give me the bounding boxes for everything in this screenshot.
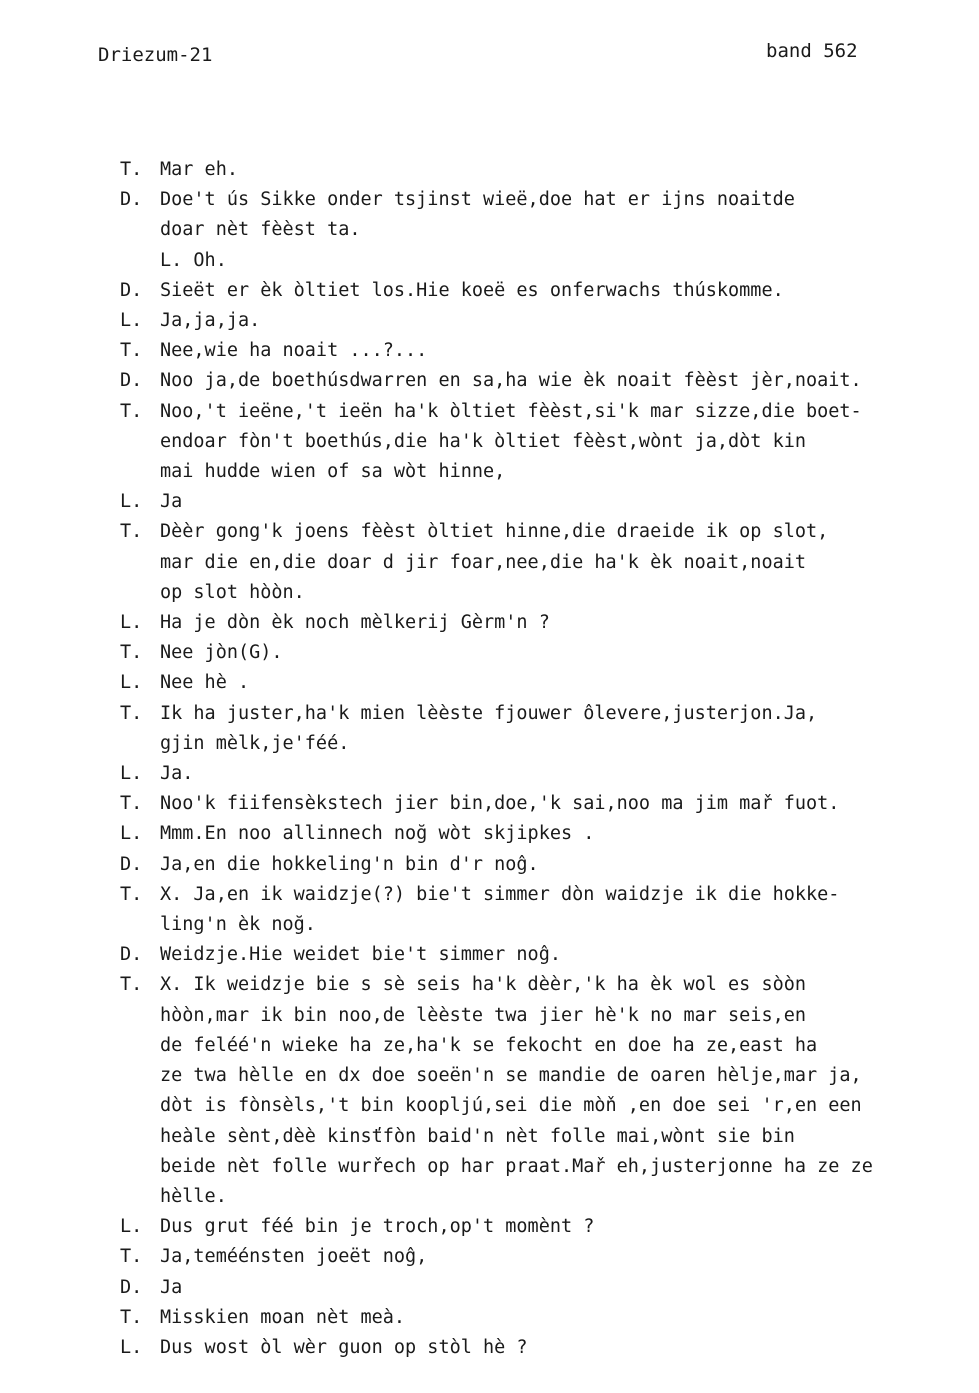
utterance-text: doar nèt fèèst ta.	[160, 219, 361, 241]
utterance-text: Nee jòn(G).	[160, 642, 283, 664]
utterance-text: Ja,ja,ja.	[160, 310, 261, 332]
transcript	[120, 155, 960, 1363]
transcript-line	[120, 699, 960, 729]
speaker-label: D.	[120, 189, 143, 211]
transcript-line	[120, 1242, 960, 1272]
utterance-text: Weidzje.Hie weidet bie't simmer noĝ.	[160, 944, 561, 966]
speaker-label: T.	[120, 974, 143, 996]
utterance-text: Dus wost òl wèr guon op stòl hè ?	[160, 1336, 528, 1358]
transcript-line	[120, 789, 960, 819]
utterance-text: Ja	[160, 1276, 183, 1298]
transcript-line	[120, 155, 960, 185]
transcript-line	[120, 880, 960, 910]
transcript-line	[120, 1303, 960, 1333]
transcript-line	[120, 1091, 960, 1121]
utterance-text: endoar fòn't boethús,die ha'k òltiet fèèst,wònt ja,dòt kin	[160, 430, 807, 452]
speaker-label: T.	[120, 793, 143, 815]
transcript-line	[120, 457, 960, 487]
utterance-text: ling'n èk noğ.	[160, 914, 316, 936]
utterance-text: heàle sènt,dèè kinsťfòn baid'n nèt folle mai,wònt sie bin	[160, 1125, 795, 1147]
speaker-label: D.	[120, 944, 143, 966]
utterance-text: hòòn,mar ik bin noo,de lèèste twa jier hè'k no mar seis,en	[160, 1004, 807, 1026]
speaker-label: T.	[120, 883, 143, 905]
transcript-line	[120, 759, 960, 789]
utterance-text: Misskien moan nèt meà.	[160, 1306, 406, 1328]
utterance-text: dòt is fònsèls,'t bin koopljú,sei die mòň ,en doe sei 'r,en een	[160, 1095, 862, 1117]
speaker-label: D.	[120, 279, 143, 301]
utterance-text: op slot hòòn.	[160, 581, 305, 603]
utterance-text: X. Ja,en ik waidzje(?) bie't simmer dòn waidzje ik die hokke-	[160, 883, 840, 905]
utterance-text: beide nèt folle wurřech op har praat.Mař eh,justerjonne ha ze ze	[160, 1155, 873, 1177]
transcript-line	[120, 517, 960, 547]
transcript-line	[120, 336, 960, 366]
transcript-line	[120, 548, 960, 578]
speaker-label: D.	[120, 1276, 143, 1298]
speaker-label: T.	[120, 642, 143, 664]
transcript-line	[120, 427, 960, 457]
speaker-label: T.	[120, 1246, 143, 1268]
transcript-line	[120, 1152, 960, 1182]
transcript-line	[120, 1333, 960, 1363]
utterance-text: Noo,'t ieëne,'t ieën ha'k òltiet fèèst,si'k mar sizze,die boet-	[160, 400, 862, 422]
utterance-text: Dèèr gong'k joens fèèst òltiet hinne,die draeide ik op slot,	[160, 521, 829, 543]
speaker-label: L.	[120, 823, 143, 845]
utterance-text: de feléé'n wieke ha ze,ha'k se fekocht en doe ha ze,east ha	[160, 1034, 818, 1056]
speaker-label: T.	[120, 521, 143, 543]
speaker-label: T.	[120, 1306, 143, 1328]
utterance-text: Noo'k fiifensèkstech jier bin,doe,'k sai,noo ma jim mař fuot.	[160, 793, 840, 815]
utterance-text: Ja,teméénsten joeët noĝ,	[160, 1246, 428, 1268]
utterance-text: Ja	[160, 491, 183, 513]
transcript-line	[120, 578, 960, 608]
utterance-text: Doe't ús Sikke onder tsjinst wieë,doe hat er ijns noaitde	[160, 189, 795, 211]
speaker-label: L.	[120, 1216, 143, 1238]
transcript-line	[120, 1212, 960, 1242]
speaker-label: T.	[120, 702, 143, 724]
page-header-right: band 562	[766, 40, 858, 62]
speaker-label: L.	[120, 310, 143, 332]
transcript-line	[120, 1182, 960, 1212]
speaker-label: D.	[120, 853, 143, 875]
transcript-line	[120, 819, 960, 849]
speaker-label: L.	[120, 491, 143, 513]
transcript-line	[120, 910, 960, 940]
transcript-line	[120, 487, 960, 517]
transcript-line	[120, 638, 960, 668]
transcript-line	[120, 1031, 960, 1061]
utterance-text: gjin mèlk,je'féé.	[160, 732, 350, 754]
utterance-text: Ja,en die hokkeling'n bin d'r noĝ.	[160, 853, 539, 875]
speaker-label: T.	[120, 400, 143, 422]
transcript-line	[120, 729, 960, 759]
speaker-label: D.	[120, 370, 143, 392]
transcript-line	[120, 1001, 960, 1031]
transcript-line	[120, 185, 960, 215]
transcript-line	[120, 940, 960, 970]
utterance-text: mai hudde wien of sa wòt hinne,	[160, 461, 506, 483]
utterance-text: X. Ik weidzje bie s sè seis ha'k dèèr,'k ha èk wol es sòòn	[160, 974, 807, 996]
transcript-line	[120, 366, 960, 396]
speaker-label: T.	[120, 159, 143, 180]
transcript-line	[120, 215, 960, 245]
utterance-text: hèlle.	[160, 1185, 227, 1207]
utterance-text: Dus grut féé bin je troch,op't momènt ?	[160, 1216, 595, 1238]
utterance-text: Sieët er èk òltiet los.Hie koeë es onferwachs thúskomme.	[160, 279, 784, 301]
transcript-line	[120, 608, 960, 638]
transcript-line	[120, 1273, 960, 1303]
utterance-text: mar die en,die doar d jir foar,nee,die ha'k èk noait,noait	[160, 551, 807, 573]
utterance-text: Mar eh.	[160, 159, 238, 180]
utterance-text: Ik ha juster,ha'k mien lèèste fjouwer ôlevere,justerjon.Ja,	[160, 702, 818, 724]
transcript-line	[120, 970, 960, 1000]
transcript-line	[120, 1122, 960, 1152]
speaker-label: T.	[120, 340, 143, 362]
transcript-line	[120, 246, 960, 276]
utterance-text: Ha je dòn èk noch mèlkerij Gèrm'n ?	[160, 612, 550, 634]
transcript-line	[120, 397, 960, 427]
utterance-text: Mmm.En noo allinnech noğ wòt skjipkes .	[160, 823, 595, 845]
speaker-label: L.	[120, 672, 143, 694]
utterance-text: L. Oh.	[160, 249, 227, 271]
transcript-line	[120, 1061, 960, 1091]
transcript-line	[120, 850, 960, 880]
transcript-line	[120, 306, 960, 336]
speaker-label: L.	[120, 612, 143, 634]
utterance-text: ze twa hèlle en dx doe soeën'n se mandie de oaren hèlje,mar ja,	[160, 1065, 862, 1087]
page-header-left: Driezum-21	[98, 44, 213, 66]
utterance-text: Noo ja,de boethúsdwarren en sa,ha wie èk noait fèèst jèr,noait.	[160, 370, 862, 392]
utterance-text: Ja.	[160, 763, 194, 785]
speaker-label: L.	[120, 763, 143, 785]
utterance-text: Nee hè .	[160, 672, 250, 694]
transcript-line	[120, 668, 960, 698]
utterance-text: Nee,wie ha noait ...?...	[160, 340, 428, 362]
transcript-line	[120, 276, 960, 306]
speaker-label: L.	[120, 1336, 143, 1358]
